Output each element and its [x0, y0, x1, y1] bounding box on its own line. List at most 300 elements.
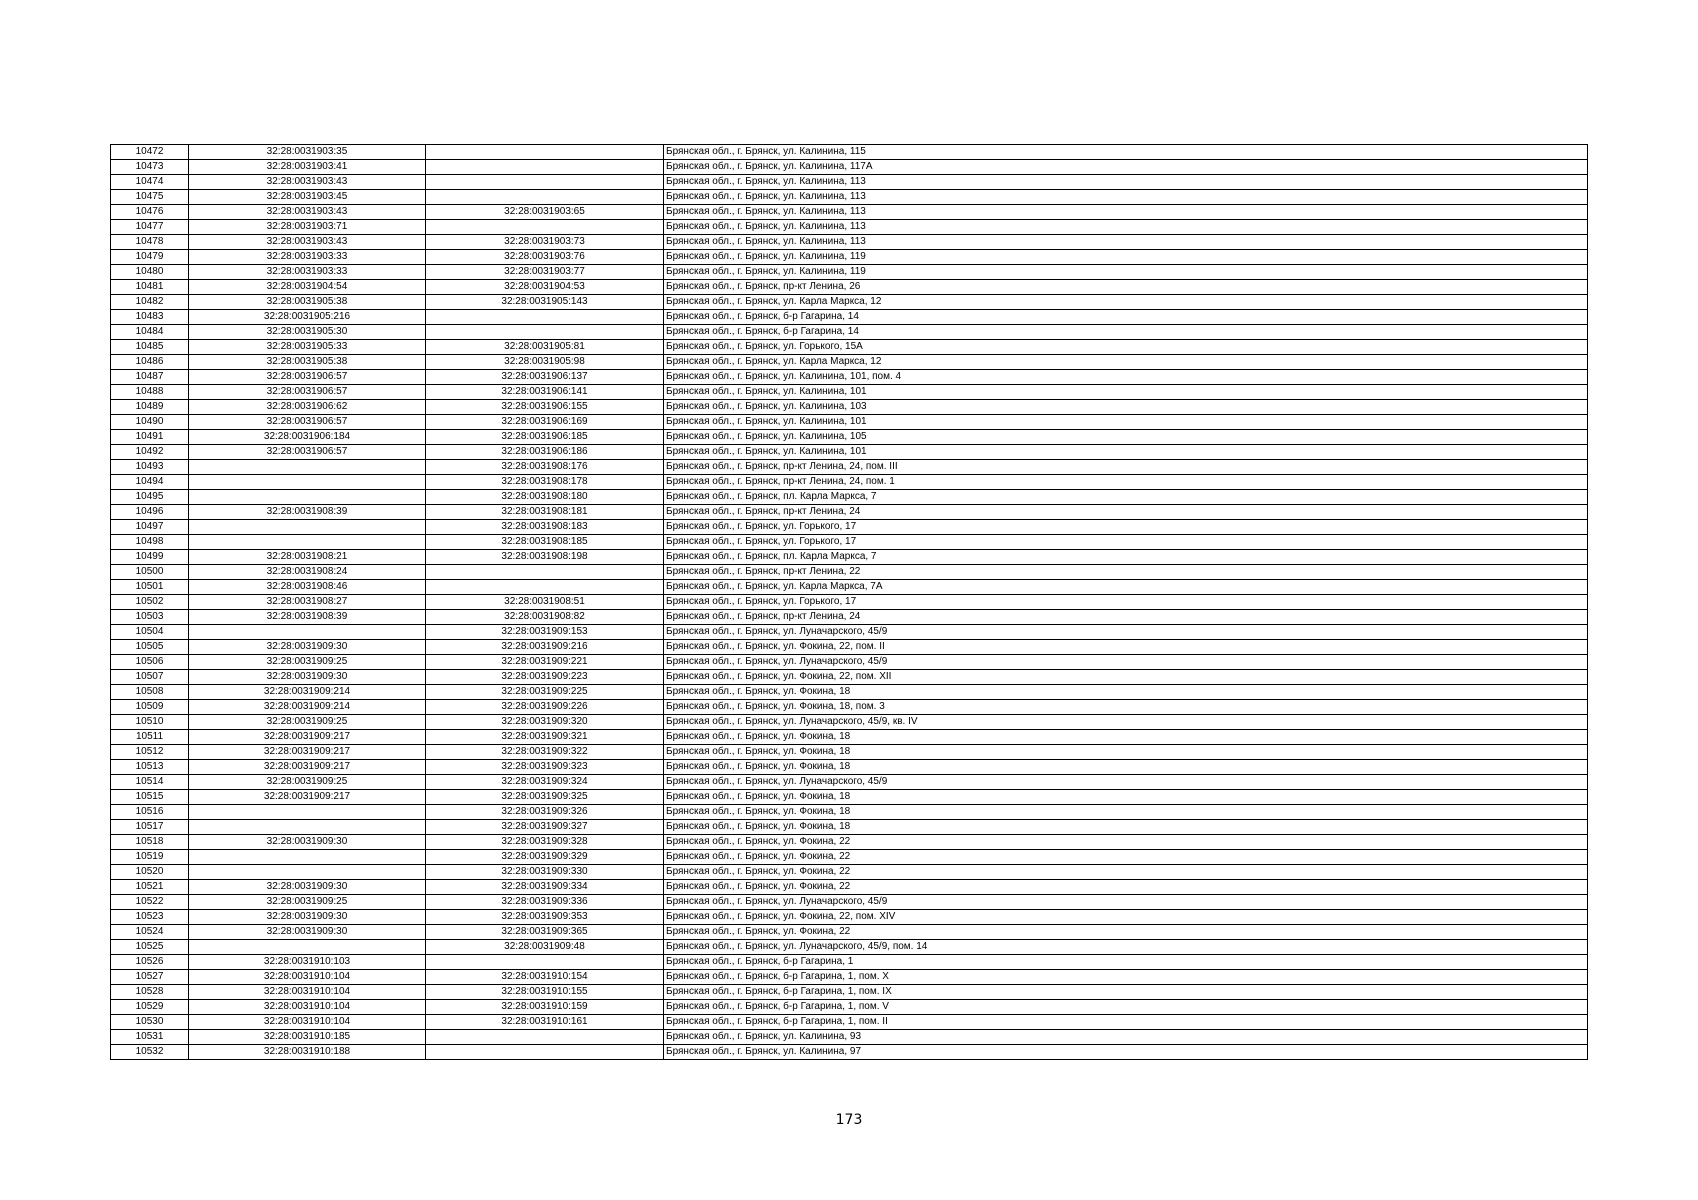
- land-plot-cadastral-number-cell: 32:28:0031908:46: [189, 580, 426, 595]
- table-row: [111, 505, 1588, 520]
- row-number-cell: 10507: [111, 670, 189, 685]
- land-plot-cadastral-number-cell: [189, 475, 426, 490]
- table-row: [111, 520, 1588, 535]
- table-row: [111, 265, 1588, 280]
- land-plot-cadastral-number-cell: 32:28:0031903:43: [189, 205, 426, 220]
- address-cell: Брянская обл., г. Брянск, ул. Калинина, 115: [664, 145, 1588, 160]
- object-cadastral-number-cell: [426, 325, 664, 340]
- row-number-cell: 10477: [111, 220, 189, 235]
- row-number-cell: 10520: [111, 865, 189, 880]
- address-cell: Брянская обл., г. Брянск, ул. Калинина, 113: [664, 220, 1588, 235]
- object-cadastral-number-cell: 32:28:0031909:329: [426, 850, 664, 865]
- object-cadastral-number-cell: [426, 175, 664, 190]
- object-cadastral-number-cell: 32:28:0031903:77: [426, 265, 664, 280]
- land-plot-cadastral-number-cell: 32:28:0031905:30: [189, 325, 426, 340]
- row-number-cell: 10527: [111, 970, 189, 985]
- object-cadastral-number-cell: 32:28:0031909:322: [426, 745, 664, 760]
- table-row: [111, 625, 1588, 640]
- object-cadastral-number-cell: 32:28:0031909:353: [426, 910, 664, 925]
- land-plot-cadastral-number-cell: 32:28:0031909:30: [189, 925, 426, 940]
- land-plot-cadastral-number-cell: [189, 865, 426, 880]
- table-row: [111, 955, 1588, 970]
- table-row: [111, 400, 1588, 415]
- address-cell: Брянская обл., г. Брянск, ул. Фокина, 22: [664, 925, 1588, 940]
- row-number-cell: 10493: [111, 460, 189, 475]
- address-cell: Брянская обл., г. Брянск, ул. Калинина, 101, пом. 4: [664, 370, 1588, 385]
- address-cell: Брянская обл., г. Брянск, ул. Фокина, 22: [664, 835, 1588, 850]
- land-plot-cadastral-number-cell: 32:28:0031909:214: [189, 685, 426, 700]
- address-cell: Брянская обл., г. Брянск, ул. Фокина, 18: [664, 820, 1588, 835]
- object-cadastral-number-cell: [426, 580, 664, 595]
- object-cadastral-number-cell: 32:28:0031908:176: [426, 460, 664, 475]
- address-cell: Брянская обл., г. Брянск, ул. Калинина, 97: [664, 1045, 1588, 1060]
- object-cadastral-number-cell: 32:28:0031909:328: [426, 835, 664, 850]
- address-cell: Брянская обл., г. Брянск, ул. Калинина, 105: [664, 430, 1588, 445]
- table-row: [111, 715, 1588, 730]
- address-cell: Брянская обл., г. Брянск, ул. Карла Маркса, 12: [664, 355, 1588, 370]
- address-cell: Брянская обл., г. Брянск, ул. Фокина, 22, пом. XIV: [664, 910, 1588, 925]
- table-row: [111, 535, 1588, 550]
- row-number-cell: 10523: [111, 910, 189, 925]
- object-cadastral-number-cell: 32:28:0031905:81: [426, 340, 664, 355]
- address-cell: Брянская обл., г. Брянск, ул. Луначарского, 45/9: [664, 775, 1588, 790]
- table-row: [111, 205, 1588, 220]
- object-cadastral-number-cell: 32:28:0031905:98: [426, 355, 664, 370]
- row-number-cell: 10529: [111, 1000, 189, 1015]
- row-number-cell: 10482: [111, 295, 189, 310]
- land-plot-cadastral-number-cell: [189, 820, 426, 835]
- land-plot-cadastral-number-cell: 32:28:0031903:41: [189, 160, 426, 175]
- object-cadastral-number-cell: 32:28:0031905:143: [426, 295, 664, 310]
- object-cadastral-number-cell: [426, 565, 664, 580]
- object-cadastral-number-cell: 32:28:0031910:159: [426, 1000, 664, 1015]
- table-row: [111, 475, 1588, 490]
- table-row: [111, 865, 1588, 880]
- object-cadastral-number-cell: 32:28:0031903:65: [426, 205, 664, 220]
- table-row: [111, 730, 1588, 745]
- row-number-cell: 10487: [111, 370, 189, 385]
- row-number-cell: 10495: [111, 490, 189, 505]
- row-number-cell: 10483: [111, 310, 189, 325]
- land-plot-cadastral-number-cell: [189, 490, 426, 505]
- land-plot-cadastral-number-cell: 32:28:0031905:33: [189, 340, 426, 355]
- address-cell: Брянская обл., г. Брянск, ул. Карла Маркса, 7А: [664, 580, 1588, 595]
- object-cadastral-number-cell: 32:28:0031906:186: [426, 445, 664, 460]
- address-cell: Брянская обл., г. Брянск, ул. Фокина, 18: [664, 790, 1588, 805]
- row-number-cell: 10519: [111, 850, 189, 865]
- table-row: [111, 250, 1588, 265]
- address-cell: Брянская обл., г. Брянск, ул. Фокина, 22: [664, 865, 1588, 880]
- land-plot-cadastral-number-cell: 32:28:0031906:57: [189, 415, 426, 430]
- address-cell: Брянская обл., г. Брянск, ул. Калинина, 113: [664, 190, 1588, 205]
- land-plot-cadastral-number-cell: 32:28:0031910:104: [189, 970, 426, 985]
- address-cell: Брянская обл., г. Брянск, б-р Гагарина, 14: [664, 325, 1588, 340]
- land-plot-cadastral-number-cell: 32:28:0031909:217: [189, 790, 426, 805]
- address-cell: Брянская обл., г. Брянск, ул. Калинина, 101: [664, 385, 1588, 400]
- land-plot-cadastral-number-cell: 32:28:0031909:30: [189, 835, 426, 850]
- address-cell: Брянская обл., г. Брянск, б-р Гагарина, 1, пом. X: [664, 970, 1588, 985]
- row-number-cell: 10498: [111, 535, 189, 550]
- row-number-cell: 10526: [111, 955, 189, 970]
- address-cell: Брянская обл., г. Брянск, пр-кт Ленина, 26: [664, 280, 1588, 295]
- row-number-cell: 10494: [111, 475, 189, 490]
- object-cadastral-number-cell: 32:28:0031906:185: [426, 430, 664, 445]
- land-plot-cadastral-number-cell: 32:28:0031909:214: [189, 700, 426, 715]
- land-plot-cadastral-number-cell: 32:28:0031906:57: [189, 385, 426, 400]
- land-plot-cadastral-number-cell: 32:28:0031903:33: [189, 265, 426, 280]
- object-cadastral-number-cell: 32:28:0031909:334: [426, 880, 664, 895]
- land-plot-cadastral-number-cell: 32:28:0031909:25: [189, 895, 426, 910]
- row-number-cell: 10476: [111, 205, 189, 220]
- address-cell: Брянская обл., г. Брянск, ул. Горького, 17: [664, 595, 1588, 610]
- table-row: [111, 850, 1588, 865]
- row-number-cell: 10530: [111, 1015, 189, 1030]
- row-number-cell: 10512: [111, 745, 189, 760]
- table-row: [111, 940, 1588, 955]
- table-row: [111, 700, 1588, 715]
- address-cell: Брянская обл., г. Брянск, ул. Калинина, 119: [664, 250, 1588, 265]
- table-row: [111, 775, 1588, 790]
- row-number-cell: 10474: [111, 175, 189, 190]
- table-row: [111, 235, 1588, 250]
- object-cadastral-number-cell: 32:28:0031909:365: [426, 925, 664, 940]
- row-number-cell: 10472: [111, 145, 189, 160]
- row-number-cell: 10490: [111, 415, 189, 430]
- address-cell: Брянская обл., г. Брянск, ул. Фокина, 22: [664, 850, 1588, 865]
- row-number-cell: 10502: [111, 595, 189, 610]
- object-cadastral-number-cell: 32:28:0031908:82: [426, 610, 664, 625]
- object-cadastral-number-cell: [426, 955, 664, 970]
- address-cell: Брянская обл., г. Брянск, ул. Фокина, 18: [664, 760, 1588, 775]
- table-row: [111, 280, 1588, 295]
- land-plot-cadastral-number-cell: 32:28:0031903:71: [189, 220, 426, 235]
- row-number-cell: 10485: [111, 340, 189, 355]
- table-row: [111, 430, 1588, 445]
- address-cell: Брянская обл., г. Брянск, ул. Фокина, 18: [664, 685, 1588, 700]
- object-cadastral-number-cell: 32:28:0031909:326: [426, 805, 664, 820]
- table-row: [111, 565, 1588, 580]
- page-number: 173: [835, 1112, 863, 1128]
- row-number-cell: 10501: [111, 580, 189, 595]
- table-row: [111, 220, 1588, 235]
- land-plot-cadastral-number-cell: 32:28:0031909:30: [189, 640, 426, 655]
- object-cadastral-number-cell: 32:28:0031909:216: [426, 640, 664, 655]
- land-plot-cadastral-number-cell: 32:28:0031909:217: [189, 730, 426, 745]
- address-cell: Брянская обл., г. Брянск, ул. Карла Маркса, 12: [664, 295, 1588, 310]
- table-row: [111, 925, 1588, 940]
- table-row: [111, 640, 1588, 655]
- land-plot-cadastral-number-cell: [189, 460, 426, 475]
- land-plot-cadastral-number-cell: 32:28:0031905:216: [189, 310, 426, 325]
- table-row: [111, 970, 1588, 985]
- table-row: [111, 310, 1588, 325]
- land-plot-cadastral-number-cell: 32:28:0031910:104: [189, 1000, 426, 1015]
- land-plot-cadastral-number-cell: 32:28:0031909:30: [189, 880, 426, 895]
- address-cell: Брянская обл., г. Брянск, ул. Фокина, 22, пом. XII: [664, 670, 1588, 685]
- address-cell: Брянская обл., г. Брянск, б-р Гагарина, 14: [664, 310, 1588, 325]
- row-number-cell: 10479: [111, 250, 189, 265]
- land-plot-cadastral-number-cell: 32:28:0031908:27: [189, 595, 426, 610]
- land-plot-cadastral-number-cell: [189, 805, 426, 820]
- row-number-cell: 10517: [111, 820, 189, 835]
- object-cadastral-number-cell: 32:28:0031906:141: [426, 385, 664, 400]
- address-cell: Брянская обл., г. Брянск, ул. Фокина, 18, пом. 3: [664, 700, 1588, 715]
- address-cell: Брянская обл., г. Брянск, ул. Фокина, 22: [664, 880, 1588, 895]
- land-plot-cadastral-number-cell: 32:28:0031903:43: [189, 175, 426, 190]
- object-cadastral-number-cell: 32:28:0031909:330: [426, 865, 664, 880]
- land-plot-cadastral-number-cell: 32:28:0031903:33: [189, 250, 426, 265]
- object-cadastral-number-cell: 32:28:0031909:226: [426, 700, 664, 715]
- table-row: [111, 340, 1588, 355]
- object-cadastral-number-cell: 32:28:0031909:48: [426, 940, 664, 955]
- object-cadastral-number-cell: 32:28:0031909:153: [426, 625, 664, 640]
- land-plot-cadastral-number-cell: 32:28:0031909:217: [189, 745, 426, 760]
- land-plot-cadastral-number-cell: 32:28:0031908:24: [189, 565, 426, 580]
- address-cell: Брянская обл., г. Брянск, пл. Карла Маркса, 7: [664, 490, 1588, 505]
- land-plot-cadastral-number-cell: 32:28:0031909:30: [189, 910, 426, 925]
- object-cadastral-number-cell: 32:28:0031908:180: [426, 490, 664, 505]
- object-cadastral-number-cell: [426, 310, 664, 325]
- address-cell: Брянская обл., г. Брянск, б-р Гагарина, 1, пом. IX: [664, 985, 1588, 1000]
- row-number-cell: 10492: [111, 445, 189, 460]
- land-plot-cadastral-number-cell: [189, 535, 426, 550]
- row-number-cell: 10532: [111, 1045, 189, 1060]
- address-cell: Брянская обл., г. Брянск, ул. Калинина, 101: [664, 415, 1588, 430]
- land-plot-cadastral-number-cell: 32:28:0031906:57: [189, 445, 426, 460]
- table-row: [111, 610, 1588, 625]
- row-number-cell: 10484: [111, 325, 189, 340]
- row-number-cell: 10518: [111, 835, 189, 850]
- table-row: [111, 385, 1588, 400]
- table-row: [111, 910, 1588, 925]
- object-cadastral-number-cell: 32:28:0031908:198: [426, 550, 664, 565]
- object-cadastral-number-cell: 32:28:0031908:185: [426, 535, 664, 550]
- address-cell: Брянская обл., г. Брянск, ул. Фокина, 18: [664, 745, 1588, 760]
- address-cell: Брянская обл., г. Брянск, ул. Калинина, 103: [664, 400, 1588, 415]
- row-number-cell: 10489: [111, 400, 189, 415]
- object-cadastral-number-cell: 32:28:0031906:169: [426, 415, 664, 430]
- address-cell: Брянская обл., г. Брянск, ул. Горького, 17: [664, 535, 1588, 550]
- table-row: [111, 325, 1588, 340]
- object-cadastral-number-cell: [426, 145, 664, 160]
- row-number-cell: 10531: [111, 1030, 189, 1045]
- land-plot-cadastral-number-cell: 32:28:0031909:25: [189, 715, 426, 730]
- cadastral-register-table: [110, 144, 1588, 1060]
- row-number-cell: 10475: [111, 190, 189, 205]
- row-number-cell: 10525: [111, 940, 189, 955]
- table-row: [111, 790, 1588, 805]
- table-row: [111, 175, 1588, 190]
- table-row: [111, 895, 1588, 910]
- object-cadastral-number-cell: 32:28:0031909:327: [426, 820, 664, 835]
- row-number-cell: 10514: [111, 775, 189, 790]
- land-plot-cadastral-number-cell: 32:28:0031909:25: [189, 775, 426, 790]
- object-cadastral-number-cell: [426, 1030, 664, 1045]
- land-plot-cadastral-number-cell: 32:28:0031910:185: [189, 1030, 426, 1045]
- address-cell: Брянская обл., г. Брянск, ул. Луначарского, 45/9: [664, 655, 1588, 670]
- row-number-cell: 10509: [111, 700, 189, 715]
- table-row: [111, 1000, 1588, 1015]
- object-cadastral-number-cell: 32:28:0031910:155: [426, 985, 664, 1000]
- row-number-cell: 10515: [111, 790, 189, 805]
- table-row: [111, 835, 1588, 850]
- row-number-cell: 10496: [111, 505, 189, 520]
- row-number-cell: 10503: [111, 610, 189, 625]
- land-plot-cadastral-number-cell: 32:28:0031903:45: [189, 190, 426, 205]
- address-cell: Брянская обл., г. Брянск, ул. Калинина, 119: [664, 265, 1588, 280]
- table-row: [111, 670, 1588, 685]
- address-cell: Брянская обл., г. Брянск, ул. Калинина, 113: [664, 235, 1588, 250]
- table-row: [111, 880, 1588, 895]
- row-number-cell: 10473: [111, 160, 189, 175]
- row-number-cell: 10499: [111, 550, 189, 565]
- object-cadastral-number-cell: [426, 1045, 664, 1060]
- address-cell: Брянская обл., г. Брянск, ул. Горького, 15А: [664, 340, 1588, 355]
- land-plot-cadastral-number-cell: [189, 850, 426, 865]
- land-plot-cadastral-number-cell: 32:28:0031909:25: [189, 655, 426, 670]
- address-cell: Брянская обл., г. Брянск, ул. Луначарского, 45/9, пом. 14: [664, 940, 1588, 955]
- land-plot-cadastral-number-cell: 32:28:0031908:39: [189, 610, 426, 625]
- row-number-cell: 10491: [111, 430, 189, 445]
- table-row: [111, 745, 1588, 760]
- table-row: [111, 415, 1588, 430]
- row-number-cell: 10510: [111, 715, 189, 730]
- land-plot-cadastral-number-cell: 32:28:0031903:43: [189, 235, 426, 250]
- object-cadastral-number-cell: 32:28:0031908:183: [426, 520, 664, 535]
- object-cadastral-number-cell: 32:28:0031909:325: [426, 790, 664, 805]
- row-number-cell: 10521: [111, 880, 189, 895]
- land-plot-cadastral-number-cell: 32:28:0031905:38: [189, 295, 426, 310]
- table-row: [111, 490, 1588, 505]
- row-number-cell: 10486: [111, 355, 189, 370]
- address-cell: Брянская обл., г. Брянск, ул. Луначарского, 45/9: [664, 895, 1588, 910]
- address-cell: Брянская обл., г. Брянск, пл. Карла Маркса, 7: [664, 550, 1588, 565]
- object-cadastral-number-cell: [426, 160, 664, 175]
- land-plot-cadastral-number-cell: 32:28:0031908:21: [189, 550, 426, 565]
- land-plot-cadastral-number-cell: 32:28:0031910:103: [189, 955, 426, 970]
- address-cell: Брянская обл., г. Брянск, ул. Фокина, 22, пом. II: [664, 640, 1588, 655]
- table-row: [111, 760, 1588, 775]
- object-cadastral-number-cell: 32:28:0031909:225: [426, 685, 664, 700]
- table-row: [111, 1030, 1588, 1045]
- table-row: [111, 805, 1588, 820]
- address-cell: Брянская обл., г. Брянск, б-р Гагарина, 1, пом. V: [664, 1000, 1588, 1015]
- land-plot-cadastral-number-cell: 32:28:0031910:188: [189, 1045, 426, 1060]
- row-number-cell: 10516: [111, 805, 189, 820]
- table-row: [111, 355, 1588, 370]
- address-cell: Брянская обл., г. Брянск, ул. Калинина, 113: [664, 205, 1588, 220]
- table-row: [111, 190, 1588, 205]
- address-cell: Брянская обл., г. Брянск, пр-кт Ленина, 24, пом. 1: [664, 475, 1588, 490]
- address-cell: Брянская обл., г. Брянск, б-р Гагарина, 1, пом. II: [664, 1015, 1588, 1030]
- object-cadastral-number-cell: 32:28:0031906:155: [426, 400, 664, 415]
- row-number-cell: 10506: [111, 655, 189, 670]
- address-cell: Брянская обл., г. Брянск, ул. Калинина, 117А: [664, 160, 1588, 175]
- table-row: [111, 685, 1588, 700]
- row-number-cell: 10488: [111, 385, 189, 400]
- land-plot-cadastral-number-cell: [189, 520, 426, 535]
- object-cadastral-number-cell: 32:28:0031909:223: [426, 670, 664, 685]
- address-cell: Брянская обл., г. Брянск, ул. Калинина, 101: [664, 445, 1588, 460]
- land-plot-cadastral-number-cell: 32:28:0031909:30: [189, 670, 426, 685]
- land-plot-cadastral-number-cell: 32:28:0031906:57: [189, 370, 426, 385]
- object-cadastral-number-cell: 32:28:0031909:324: [426, 775, 664, 790]
- table-row: [111, 160, 1588, 175]
- land-plot-cadastral-number-cell: 32:28:0031908:39: [189, 505, 426, 520]
- table-row: [111, 1015, 1588, 1030]
- address-cell: Брянская обл., г. Брянск, ул. Фокина, 18: [664, 805, 1588, 820]
- address-cell: Брянская обл., г. Брянск, ул. Горького, 17: [664, 520, 1588, 535]
- address-cell: Брянская обл., г. Брянск, пр-кт Ленина, 24: [664, 505, 1588, 520]
- land-plot-cadastral-number-cell: [189, 625, 426, 640]
- land-plot-cadastral-number-cell: 32:28:0031909:217: [189, 760, 426, 775]
- address-cell: Брянская обл., г. Брянск, ул. Луначарского, 45/9, кв. IV: [664, 715, 1588, 730]
- address-cell: Брянская обл., г. Брянск, ул. Калинина, 93: [664, 1030, 1588, 1045]
- table-row: [111, 985, 1588, 1000]
- object-cadastral-number-cell: 32:28:0031904:53: [426, 280, 664, 295]
- table-row: [111, 445, 1588, 460]
- address-cell: Брянская обл., г. Брянск, пр-кт Ленина, 24: [664, 610, 1588, 625]
- row-number-cell: 10513: [111, 760, 189, 775]
- table-row: [111, 295, 1588, 310]
- table-row: [111, 595, 1588, 610]
- row-number-cell: 10500: [111, 565, 189, 580]
- object-cadastral-number-cell: 32:28:0031909:323: [426, 760, 664, 775]
- register-table-body: [111, 145, 1588, 1060]
- row-number-cell: 10522: [111, 895, 189, 910]
- object-cadastral-number-cell: 32:28:0031903:76: [426, 250, 664, 265]
- table-row: [111, 820, 1588, 835]
- object-cadastral-number-cell: 32:28:0031908:181: [426, 505, 664, 520]
- object-cadastral-number-cell: 32:28:0031908:51: [426, 595, 664, 610]
- address-cell: Брянская обл., г. Брянск, пр-кт Ленина, 22: [664, 565, 1588, 580]
- address-cell: Брянская обл., г. Брянск, ул. Луначарского, 45/9: [664, 625, 1588, 640]
- row-number-cell: 10480: [111, 265, 189, 280]
- table-row: [111, 550, 1588, 565]
- row-number-cell: 10508: [111, 685, 189, 700]
- address-cell: Брянская обл., г. Брянск, пр-кт Ленина, 24, пом. III: [664, 460, 1588, 475]
- object-cadastral-number-cell: 32:28:0031910:154: [426, 970, 664, 985]
- address-cell: Брянская обл., г. Брянск, б-р Гагарина, 1: [664, 955, 1588, 970]
- address-cell: Брянская обл., г. Брянск, ул. Фокина, 18: [664, 730, 1588, 745]
- table-row: [111, 145, 1588, 160]
- object-cadastral-number-cell: 32:28:0031908:178: [426, 475, 664, 490]
- object-cadastral-number-cell: [426, 220, 664, 235]
- object-cadastral-number-cell: 32:28:0031906:137: [426, 370, 664, 385]
- object-cadastral-number-cell: 32:28:0031909:320: [426, 715, 664, 730]
- object-cadastral-number-cell: 32:28:0031910:161: [426, 1015, 664, 1030]
- table-row: [111, 580, 1588, 595]
- row-number-cell: 10528: [111, 985, 189, 1000]
- object-cadastral-number-cell: 32:28:0031903:73: [426, 235, 664, 250]
- row-number-cell: 10511: [111, 730, 189, 745]
- table-row: [111, 655, 1588, 670]
- land-plot-cadastral-number-cell: 32:28:0031906:184: [189, 430, 426, 445]
- row-number-cell: 10497: [111, 520, 189, 535]
- land-plot-cadastral-number-cell: 32:28:0031903:35: [189, 145, 426, 160]
- land-plot-cadastral-number-cell: 32:28:0031905:38: [189, 355, 426, 370]
- land-plot-cadastral-number-cell: 32:28:0031906:62: [189, 400, 426, 415]
- land-plot-cadastral-number-cell: 32:28:0031904:54: [189, 280, 426, 295]
- table-row: [111, 370, 1588, 385]
- row-number-cell: 10524: [111, 925, 189, 940]
- land-plot-cadastral-number-cell: [189, 940, 426, 955]
- object-cadastral-number-cell: [426, 190, 664, 205]
- land-plot-cadastral-number-cell: 32:28:0031910:104: [189, 1015, 426, 1030]
- row-number-cell: 10505: [111, 640, 189, 655]
- address-cell: Брянская обл., г. Брянск, ул. Калинина, 113: [664, 175, 1588, 190]
- object-cadastral-number-cell: 32:28:0031909:336: [426, 895, 664, 910]
